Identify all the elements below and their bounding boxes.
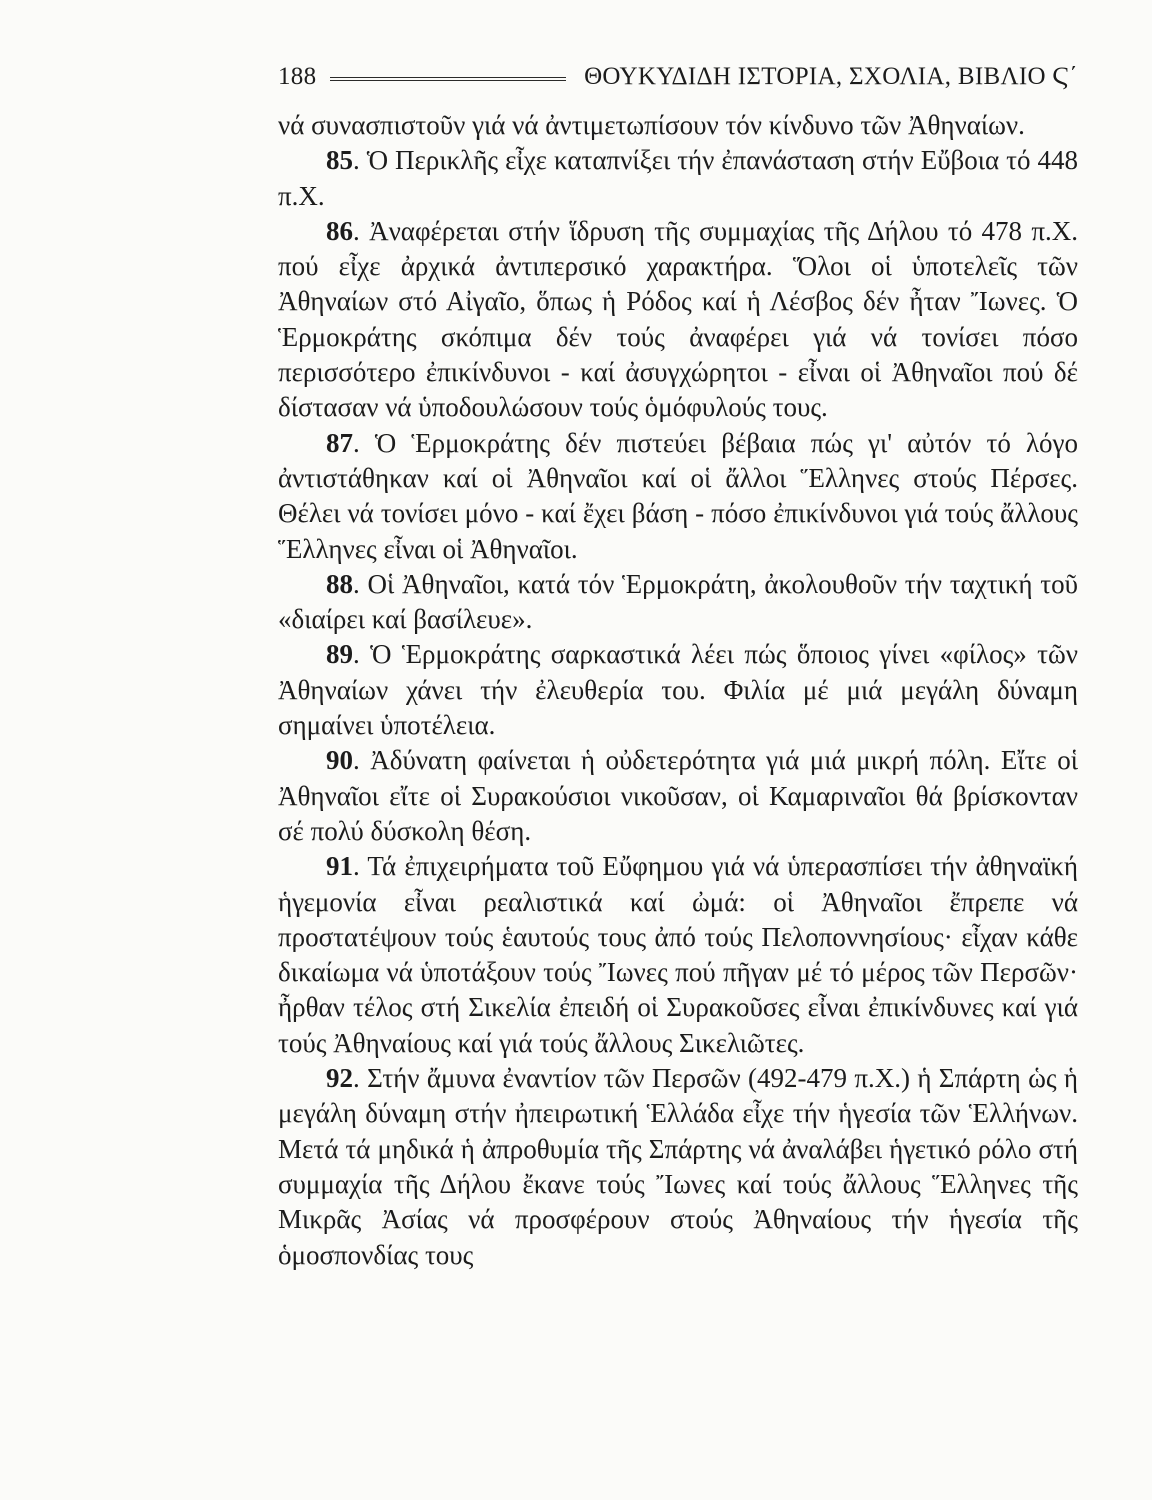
running-header <box>278 60 1078 94</box>
note-text: Τά ἐπιχειρήματα τοῦ Εὔφημου γιά νά ὑπερασπίσει τήν ἀθηναϊκή ἡγεμονία εἶναι ρεαλιστικά καί ὠμά: οἱ Ἀθηναῖοι ἔπρεπε νά προστατέψουν τούς ἑαυτούς τους ἀπό τούς Πελοποννησίους· εἶχαν κάθε δικαίωμα νά ὑποτάξουν τούς Ἴωνες πού πῆγαν μέ τό μέρος τῶν Περσῶν· ἦρθαν τέλος στή Σικελία ἐπειδή οἱ Συρακοῦσες εἶναι ἐπικίνδυνες καί γιά τούς Ἀθηναίους καί γιά τούς ἄλλους Σικελιῶτες. <box>278 851 1079 1058</box>
running-title: ΘΟΥΚΥΔΙΔΗ ΙΣΤΟΡΙΑ, ΣΧΟΛΙΑ, ΒΙΒΛΙΟ Ϛ΄ <box>584 63 1078 90</box>
note-number: 87 <box>326 427 353 458</box>
note-91: 91. Τά ἐπιχειρήματα τοῦ Εὔφημου γιά νά ὑπερασπίσει τήν ἀθηναϊκή ἡγεμονία εἶναι ρεαλιστικά καί ὠμά: οἱ Ἀθηναῖοι ἔπρεπε νά προστατέψουν τούς ἑαυτούς τους ἀπό τούς Πελοποννησίους· εἶχαν κάθε δικαίωμα νά ὑποτάξουν τούς Ἴωνες πού πῆγαν μέ τό μέρος τῶν Περσῶν· ἦρθαν τέλος στή Σικελία ἐπειδή οἱ Συρακοῦσες εἶναι ἐπικίνδυνες καί γιά τούς Ἀθηναίους καί γιά τούς ἄλλους Σικελιῶτες. <box>278 851 1079 1058</box>
note-number: 86 <box>326 215 353 246</box>
note-text: Οἱ Ἀθηναῖοι, κατά τόν Ἑρμοκράτη, ἀκολουθοῦν τήν ταχτική τοῦ «διαίρει καί βασίλευε». <box>278 568 1079 635</box>
notes-body <box>278 108 1078 1273</box>
book-page <box>278 60 1078 1440</box>
page-number: 188 <box>278 63 317 90</box>
note-text: Στήν ἄμυνα ἐναντίον τῶν Περσῶν (492-479 π.Χ.) ἡ Σπάρτη ὡς ἡ μεγάλη δύναμη στήν ἠπειρωτική Ἑλλάδα εἶχε τήν ἡγεσία τῶν Ἑλλήνων. Μετά τά μηδικά ἡ ἀπροθυμία τῆς Σπάρτης νά ἀναλάβει ἡγετικό ρόλο στή συμμαχία τῆς Δήλου ἔκανε τούς Ἴωνες καί τούς ἄλλους Ἕλληνες τῆς Μικρᾶς Ἀσίας νά προσφέρουν στούς Ἀθηναίους τήν ἡγεσία τῆς ὁμοσπονδίας τους <box>278 1063 1079 1270</box>
note-number: 89 <box>326 639 353 670</box>
note-88: 88. Οἱ Ἀθηναῖοι, κατά τόν Ἑρμοκράτη, ἀκολουθοῦν τήν ταχτική τοῦ «διαίρει καί βασίλευε». <box>278 568 1079 635</box>
note-number: 91 <box>326 851 353 882</box>
note-number: 85 <box>326 145 353 176</box>
note-87: 87. Ὁ Ἑρμοκράτης δέν πιστεύει βέβαια πώς γι' αὐτόν τό λόγο ἀντιστάθηκαν καί οἱ Ἀθηναῖοι καί οἱ ἄλλοι Ἕλληνες στούς Πέρσες. Θέλει νά τονίσει μόνο - καί ἔχει βάση - πόσο ἐπικίνδυνοι γιά τούς ἄλλους Ἕλληνες εἶναι οἱ Ἀθηναῖοι. <box>278 427 1078 564</box>
note-text: Ἀδύνατη φαίνεται ἡ οὐδετερότητα γιά μιά μικρή πόλη. Εἴτε οἱ Ἀθηναῖοι εἴτε οἱ Συρακούσιοι νικοῦσαν, οἱ Καμαριναῖοι θά βρίσκονταν σέ πολύ δύσκολη θέση. <box>278 745 1078 846</box>
note-text: Ὁ Ἑρμοκράτης σαρκαστικά λέει πώς ὅποιος γίνει «φίλος» τῶν Ἀθηναίων χάνει τήν ἐλευθερία του. Φιλία μέ μιά μεγάλη δύναμη σημαίνει ὑποτέλεια. <box>278 639 1078 741</box>
note-text: Ὁ Ἑρμοκράτης δέν πιστεύει βέβαια πώς γι' αὐτόν τό λόγο ἀντιστάθηκαν καί οἱ Ἀθηναῖοι καί οἱ ἄλλοι Ἕλληνες στούς Πέρσες. Θέλει νά τονίσει μόνο - καί ἔχει βάση - πόσο ἐπικίνδυνοι γιά τούς ἄλλους Ἕλληνες εἶναι οἱ Ἀθηναῖοι. <box>278 427 1078 564</box>
header-rule <box>330 77 566 81</box>
note-number: 88 <box>326 568 353 599</box>
note-86: 86. Ἀναφέρεται στήν ἵδρυση τῆς συμμαχίας τῆς Δήλου τό 478 π.Χ. πού εἶχε ἀρχικά ἀντιπερσικό χαρακτήρα. Ὅλοι οἱ ὑποτελεῖς τῶν Ἀθηναίων στό Αἰγαῖο, ὅπως ἡ Ρόδος καί ἡ Λέσβος δέν ἦταν Ἴωνες. Ὁ Ἑρμοκράτης σκόπιμα δέν τούς ἀναφέρει γιά νά τονίσει πόσο περισσότερο ἐπικίνδυνοι - καί ἀσυγχώρητοι - εἶναι οἱ Ἀθηναῖοι πού δέ δίστασαν νά ὑποδουλώσουν τούς ὁμόφυλούς τους. <box>278 215 1079 423</box>
note-92: 92. Στήν ἄμυνα ἐναντίον τῶν Περσῶν (492-479 π.Χ.) ἡ Σπάρτη ὡς ἡ μεγάλη δύναμη στήν ἠπειρωτική Ἑλλάδα εἶχε τήν ἡγεσία τῶν Ἑλλήνων. Μετά τά μηδικά ἡ ἀπροθυμία τῆς Σπάρτης νά ἀναλάβει ἡγετικό ρόλο στή συμμαχία τῆς Δήλου ἔκανε τούς Ἴωνες καί τούς ἄλλους Ἕλληνες τῆς Μικρᾶς Ἀσίας νά προσφέρουν στούς Ἀθηναίους τήν ἡγεσία τῆς ὁμοσπονδίας τους <box>278 1063 1079 1270</box>
note-85: 85. Ὁ Περικλῆς εἶχε καταπνίξει τήν ἐπανάσταση στήν Εὔβοια τό 448 π.Χ. <box>278 145 1078 211</box>
note-text: Ὁ Περικλῆς εἶχε καταπνίξει τήν ἐπανάσταση στήν Εὔβοια τό 448 π.Χ. <box>278 145 1078 211</box>
note-number: 92 <box>326 1063 353 1094</box>
note-number: 90 <box>326 745 353 776</box>
note-text: Ἀναφέρεται στήν ἵδρυση τῆς συμμαχίας τῆς Δήλου τό 478 π.Χ. πού εἶχε ἀρχικά ἀντιπερσικό χαρακτήρα. Ὅλοι οἱ ὑποτελεῖς τῶν Ἀθηναίων στό Αἰγαῖο, ὅπως ἡ Ρόδος καί ἡ Λέσβος δέν ἦταν Ἴωνες. Ὁ Ἑρμοκράτης σκόπιμα δέν τούς ἀναφέρει γιά νά τονίσει πόσο περισσότερο ἐπικίνδυνοι - καί ἀσυγχώρητοι - εἶναι οἱ Ἀθηναῖοι πού δέ δίστασαν νά ὑποδουλώσουν τούς ὁμόφυλούς τους. <box>278 215 1079 423</box>
intro-paragraph: νά συνασπιστοῦν γιά νά ἀντιμετωπίσουν τόν κίνδυνο τῶν Ἀθηναίων. <box>278 110 1025 140</box>
note-90: 90. Ἀδύνατη φαίνεται ἡ οὐδετερότητα γιά μιά μικρή πόλη. Εἴτε οἱ Ἀθηναῖοι εἴτε οἱ Συρακούσιοι νικοῦσαν, οἱ Καμαριναῖοι θά βρίσκονταν σέ πολύ δύσκολη θέση. <box>278 745 1078 846</box>
note-89: 89. Ὁ Ἑρμοκράτης σαρκαστικά λέει πώς ὅποιος γίνει «φίλος» τῶν Ἀθηναίων χάνει τήν ἐλευθερία του. Φιλία μέ μιά μεγάλη δύναμη σημαίνει ὑποτέλεια. <box>278 639 1078 741</box>
